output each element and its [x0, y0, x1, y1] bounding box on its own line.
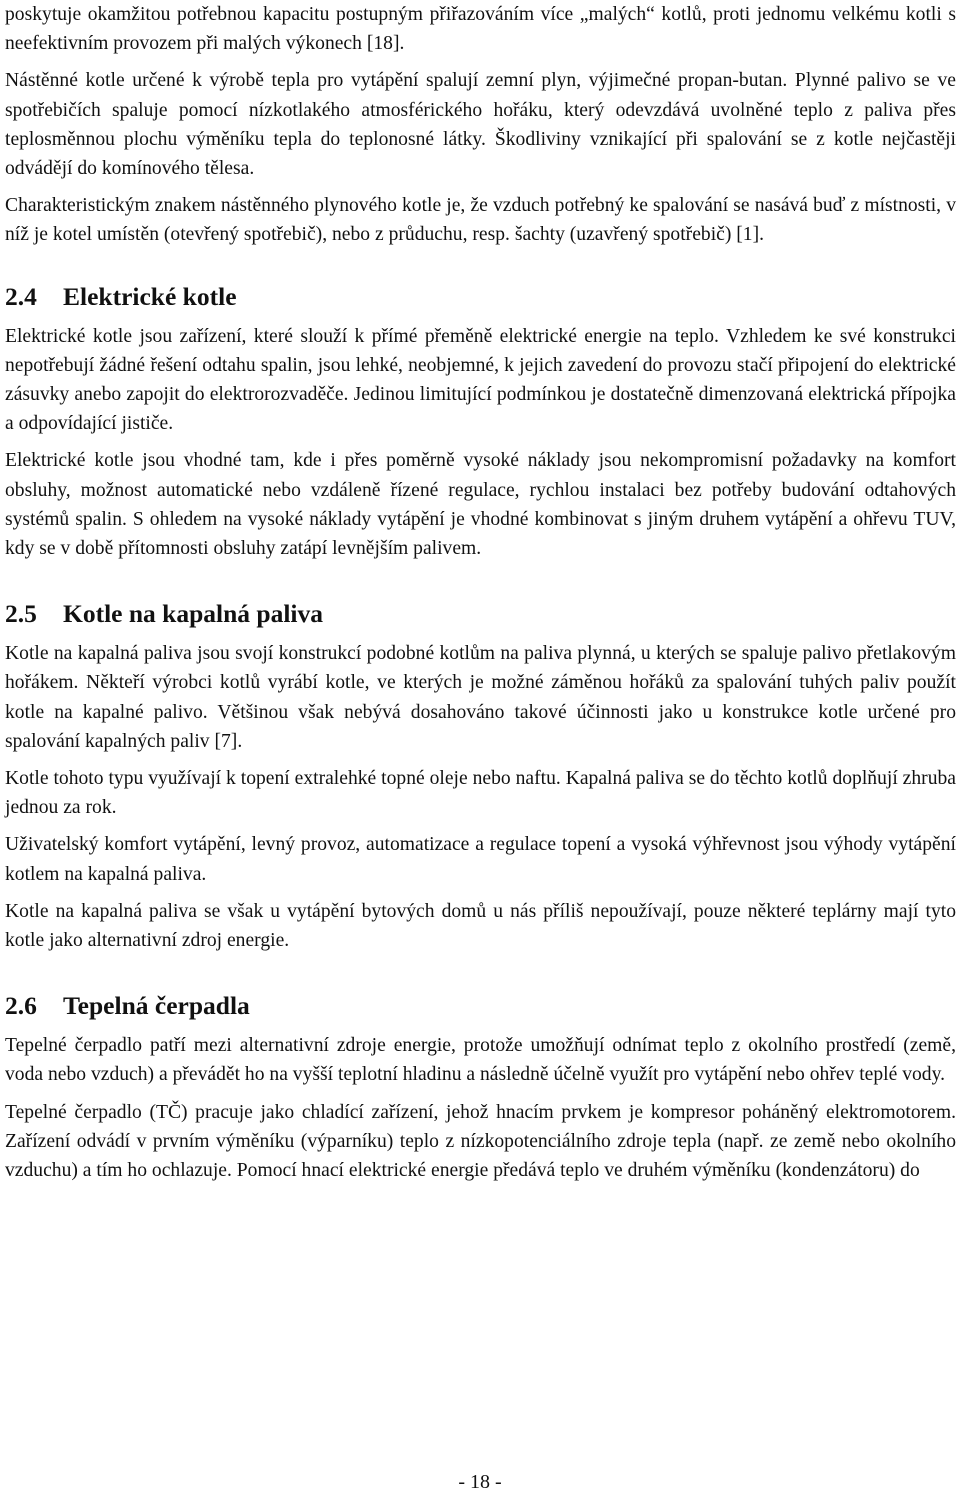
- paragraph: Kotle na kapalná paliva se však u vytápění bytových domů u nás příliš nepoužívají, pouze některé teplárny mají tyto kotle jako alternativní zdroj energie.: [5, 900, 956, 952]
- paragraph: Elektrické kotle jsou zařízení, které slouží k přímé přeměně elektrické energie na teplo. Vzhledem ke své konstrukci nepotřebují žádné řešení odtahu spalin, jsou lehké, neobjemné, k jejich zavedení do provozu stačí připojení do elektrické zásuvky anebo zapojit do elektrorozvaděče. Jedinou limitující podmínkou je dostatečně dimenzovaná elektrická přípojka a odpovídající jističe.: [5, 325, 956, 435]
- section-number: 2.6: [5, 991, 37, 1021]
- section-heading-2-5: [5, 599, 956, 629]
- section-title: Tepelná čerpadla: [63, 991, 250, 1021]
- paragraph: Kotle tohoto typu využívají k topení extralehké topné oleje nebo naftu. Kapalná paliva se do těchto kotlů doplňují zhruba jednou za rok.: [5, 768, 956, 819]
- document-page: [5, 0, 956, 1185]
- section-heading-2-4: [5, 282, 956, 312]
- paragraph: Tepelné čerpadlo patří mezi alternativní zdroje energie, protože umožňují odnímat teplo z okolního prostředí (země, voda nebo vzduch) a převádět ho na vyšší teplotní hladinu a následně účelně využít pro vytápění nebo ohřev teplé vody.: [5, 1035, 956, 1086]
- page-number: - 18 -: [458, 1471, 502, 1493]
- paragraph: Uživatelský komfort vytápění, levný provoz, automatizace a regulace topení a vysoká výhřevnost jsou výhody vytápění kotlem na kapalná paliva.: [5, 834, 956, 885]
- paragraph: Elektrické kotle jsou vhodné tam, kde i přes poměrně vysoké náklady jsou nekompromisní požadavky na komfort obsluhy, možnost automatické nebo vzdáleně řízené regulace, rychlou instalaci bez potřeby budování odtahových systémů spalin. S ohledem na vysoké náklady vytápění je vhodné kombinovat s jiným druhem vytápění a ohřevu TUV, kdy se v době přítomnosti obsluhy zatápí levnějším palivem.: [5, 450, 956, 560]
- paragraph: Kotle na kapalná paliva jsou svojí konstrukcí podobné kotlům na paliva plynná, u kterých se spaluje palivo přetlakovým hořákem. Někteří výrobci kotlů vyrábí kotle, ve kterých je možné záměnou hořáků za spalování tuhých paliv použít kotle na kapalné palivo. Většinou však nebývá dosahováno takové účinnosti jako u konstrukce kotle určené pro spalování kapalných paliv [7].: [5, 643, 956, 752]
- paragraph: Charakteristickým znakem nástěnného plynového kotle je, že vzduch potřebný ke spalování se nasává buď z místnosti, v níž je kotel umístěn (otevřený spotřebič), nebo z průduchu, resp. šachty (uzavřený spotřebič) [1].: [5, 195, 956, 246]
- section-heading-2-6: [5, 991, 956, 1021]
- paragraph: Nástěnné kotle určené k výrobě tepla pro vytápění spalují zemní plyn, výjimečné propan-butan. Plynné palivo se ve spotřebičích spaluje pomocí nízkotlakého atmosférického hořáku, který odevzdává uvolněné teplo z paliva přes teplosměnnou plochu výměníku tepla do teplonosné látky. Škodliviny vznikající při spalování se z kotle nejčastěji odvádějí do komínového tělesa.: [5, 70, 956, 180]
- section-title: Elektrické kotle: [63, 281, 237, 311]
- section-number: 2.5: [5, 599, 37, 629]
- paragraph: poskytuje okamžitou potřebnou kapacitu postupným přiřazováním více „malých“ kotlů, proti jednomu velkému kotli s neefektivním provozem při malých výkonech [18].: [5, 4, 956, 55]
- paragraph: Tepelné čerpadlo (TČ) pracuje jako chladící zařízení, jehož hnacím prvkem je kompresor poháněný elektromotorem. Zařízení odvádí v prvním výměníku (výparníku) teplo z nízkopotenciálního zdroje tepla (např. ze země nebo okolního vzduchu) a tím ho ochlazuje. Pomocí hnací elektrické energie předává teplo ve druhém výměníku (kondenzátoru) do: [5, 1101, 956, 1182]
- section-number: 2.4: [5, 281, 37, 311]
- section-title: Kotle na kapalná paliva: [63, 599, 324, 629]
